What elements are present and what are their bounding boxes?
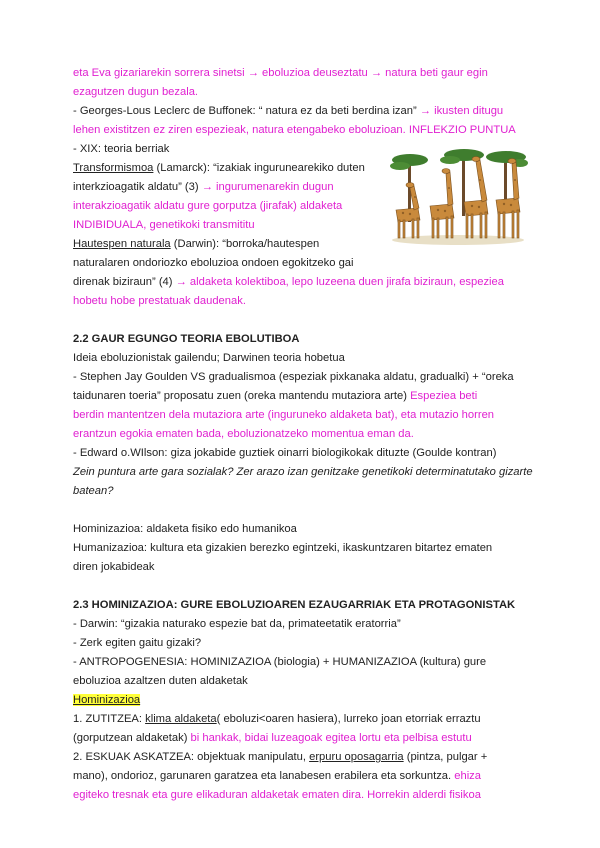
text-span: → ikusten ditugu	[416, 105, 504, 117]
spacer	[73, 577, 528, 596]
text-line	[73, 273, 528, 292]
text-line: batean?	[73, 485, 114, 497]
text-line	[73, 691, 528, 710]
text-line	[73, 178, 388, 197]
text-line: - XIX: teoria berriak	[73, 143, 170, 155]
text-span: → ingurumenarekin dugun	[198, 181, 334, 193]
text-line: - Darwin: “gizakia naturako espezie bat da, primateetatik eratorria”	[73, 618, 401, 630]
text-line: diren jokabideak	[73, 561, 155, 573]
text-span: interkzioagatik aldatu” (3)	[73, 181, 199, 193]
text-span: (Darwin): “borroka/hautespen	[170, 238, 320, 250]
text-line: INDIBIDUALA, genetikoki transmititu	[73, 219, 255, 231]
text-line	[73, 64, 528, 83]
text-span: Espeziea beti	[406, 390, 478, 402]
text-line: erantzun egokia ematen bada, eboluzionatzeko momentua eman da.	[73, 428, 414, 440]
term-underlined: klima aldaketa	[145, 713, 217, 725]
text-line: Hominizazioa: aldaketa fisiko edo humanikoa	[73, 523, 297, 535]
text-line: - Zerk egiten gaitu gizaki?	[73, 637, 202, 649]
text-line: Zein puntura arte gara sozialak? Zer arazo izan genitzake genetikoki determinatutako gizarte	[73, 466, 533, 478]
text-line: berdin mantentzen dela mutaziora arte (inguruneko aldaketa bat), eta mutazio horren	[73, 409, 495, 421]
text-span: ( eboluzi<oaren hasiera), lurreko joan etorriak erraztu	[216, 713, 481, 725]
text-span: (Lamarck): “izakiak ingurunearekiko duten	[153, 162, 365, 174]
text-line: interakzioagatik aldatu gure gorputza (jirafak) aldaketa	[73, 200, 343, 212]
text-line	[73, 729, 528, 748]
text-span: (pintza, pulgar +	[403, 751, 488, 763]
text-line: eboluzioa azaltzen duten aldaketak	[73, 675, 248, 687]
text-span: direnak biziraun” (4)	[73, 276, 173, 288]
term-underlined: erpuru oposagarria	[309, 751, 404, 763]
text-span: mano), ondorioz, garunaren garatzea eta lanabesen erabilera eta sorkuntza.	[73, 770, 452, 782]
text-line	[73, 748, 528, 767]
term-underlined: Transformismoa	[73, 162, 154, 174]
term-underlined: Hautespen naturala	[73, 238, 171, 250]
text-span: → eboluzioa deuseztatu → natura beti gaur egin	[244, 67, 488, 79]
text-line: - ANTROPOGENESIA: HOMINIZAZIOA (biologia) + HUMANIZAZIOA (kultura) gure	[73, 656, 487, 668]
text-line: naturalaren ondoriozko eboluzioa ondoen egokitzeko gai	[73, 257, 354, 269]
text-line: egiteko tresnak eta gure elikaduran aldaketak ematen dira. Horrekin alderdi fisikoa	[73, 789, 481, 801]
text-line	[73, 102, 528, 121]
text-line	[73, 159, 388, 178]
text-span: - Georges-Lous Leclerc de Buffonek: “ natura ez da beti berdina izan”	[73, 105, 417, 117]
text-line: - Edward o.WIlson: giza jokabide guztiek oinarri biologikokak dituzte (Goulde kontran)	[73, 447, 497, 459]
text-line: - Stephen Jay Goulden VS gradualismoa (espeziak pixkanaka aldatu, gradualki) + “oreka	[73, 371, 514, 383]
text-line	[73, 767, 528, 786]
text-span: 1. ZUTITZEA:	[73, 713, 146, 725]
text-line	[73, 387, 528, 406]
text-line: hobetu hobe prestatuak daudenak.	[73, 295, 246, 307]
text-span: 2. ESKUAK ASKATZEA: objektuak manipulatu,	[73, 751, 310, 763]
text-line: Humanizazioa: kultura eta gizakien berezko egintzeki, ikaskuntzaren bitartez ematen	[73, 542, 493, 554]
text-span: → aldaketa kolektiboa, lepo luzeena duen jirafa biziraun, espeziea	[172, 276, 504, 288]
text-line	[73, 710, 528, 729]
section-heading: 2.3 HOMINIZAZIOA: GURE EBOLUZIOAREN EZAUGARRIAK ETA PROTAGONISTAK	[73, 599, 516, 611]
highlighted-term: Hominizazioa	[73, 694, 141, 706]
text-span: bi hankak, bidai luzeagoak egitea lortu eta pelbisa estutu	[187, 732, 472, 744]
spacer	[73, 311, 528, 330]
spacer	[73, 501, 528, 520]
text-span: ehiza	[451, 770, 481, 782]
text-line	[73, 235, 388, 254]
section-heading: 2.2 GAUR EGUNGO TEORIA EBOLUTIBOA	[73, 333, 300, 345]
text-line: lehen existitzen ez ziren espezieak, natura etengabeko eboluzioan. INFLEKZIO PUNTUA	[73, 124, 516, 136]
text-line: Ideia eboluzionistak gailendu; Darwinen teoria hobetua	[73, 352, 345, 364]
text-line: ezagutzen dugun bezala.	[73, 86, 199, 98]
text-span: (gorputzean aldaketak)	[73, 732, 188, 744]
document-body	[73, 64, 533, 805]
text-span: eta Eva gizariarekin sorrera sinetsi	[73, 67, 245, 79]
text-span: taidunaren toeria” proposatu zuen (oreka mantendu mutaziora arte)	[73, 390, 407, 402]
